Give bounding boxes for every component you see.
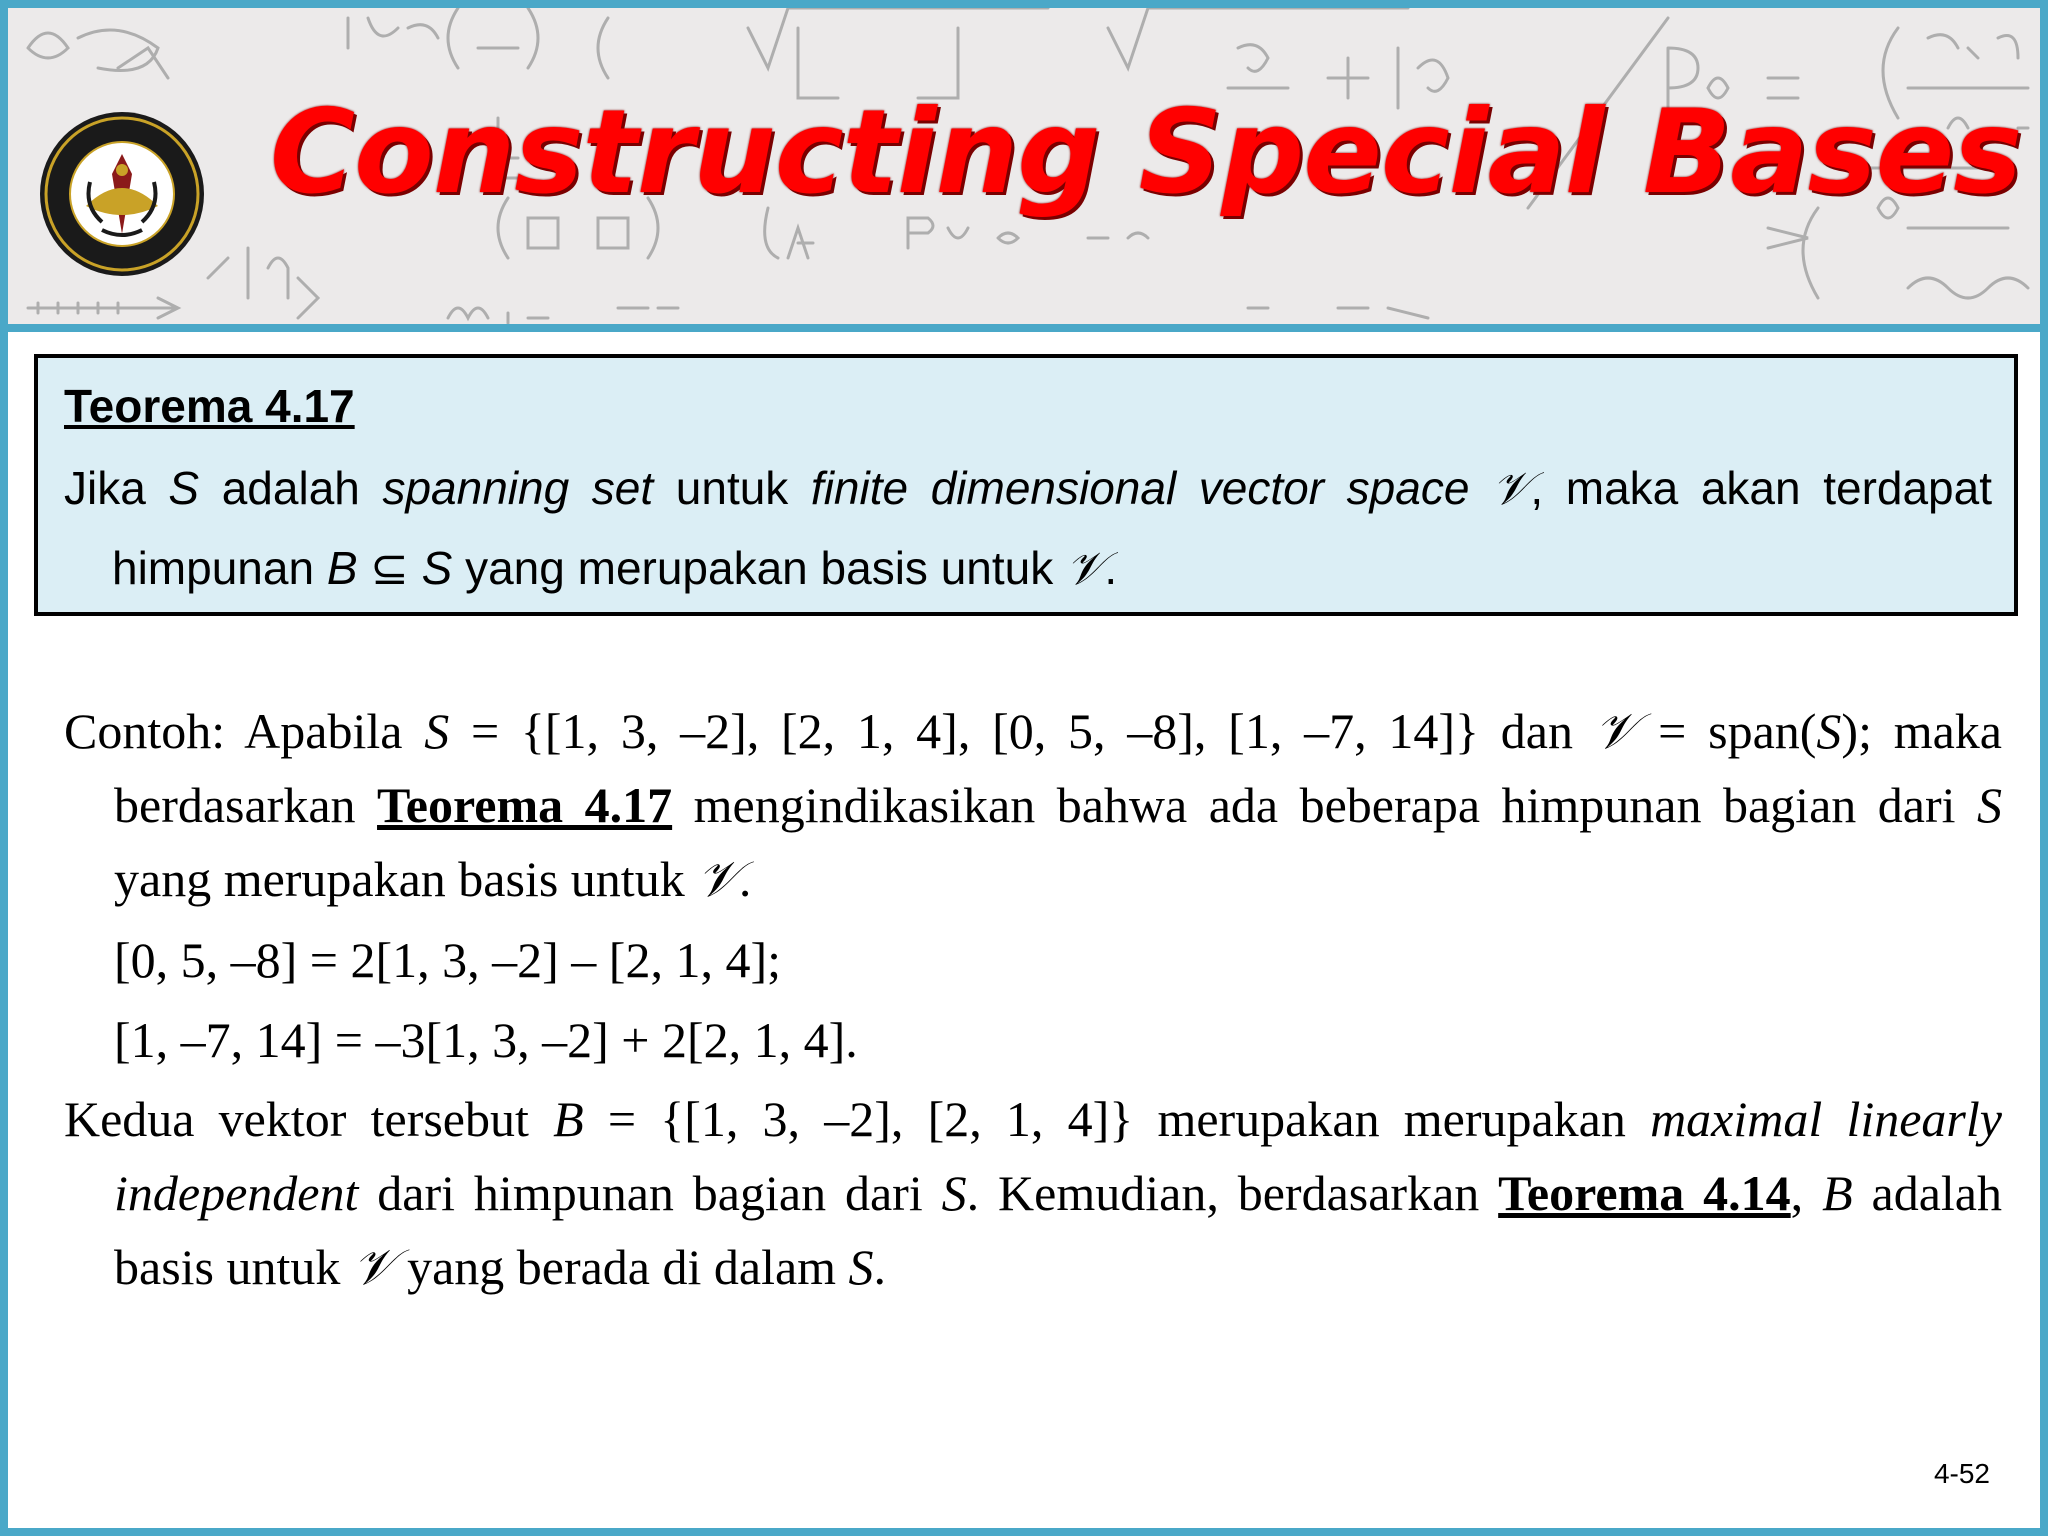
theorem-reference-4-17: Teorema 4.17: [377, 777, 673, 833]
text: mengindikasikan bahwa ada beberapa himpunan bagian dari: [672, 777, 1977, 833]
text: adalah: [199, 462, 383, 514]
text: adalah basis untuk: [114, 1165, 2002, 1295]
set-s: S: [168, 462, 200, 514]
set-b: B: [553, 1091, 584, 1147]
text: ,: [1790, 1165, 1823, 1221]
page-number: 4-52: [1933, 1458, 1990, 1489]
term-spanning-set: spanning set: [382, 462, 654, 514]
term-finite-dimensional-vector-space: finite dimensional vector space: [810, 462, 1470, 514]
equation-line: [0, 5, –8] = 2[1, 3, –2] – [2, 1, 4];: [114, 932, 781, 988]
equation-line: [1, –7, 14] = –3[1, 3, –2] + 2[2, 1, 4].: [114, 1012, 858, 1068]
set-s: S: [848, 1239, 874, 1295]
text: .: [738, 851, 752, 907]
theorem-title: Teorema 4.17: [64, 380, 355, 432]
text: = span(: [1636, 703, 1817, 759]
term-maximal-linearly-independent: maximal linearly independent: [114, 1091, 2002, 1221]
set-b: B: [1822, 1165, 1853, 1221]
theorem-box: [34, 354, 2018, 616]
text: Contoh: Apabila: [64, 703, 425, 759]
text: .: [1104, 542, 1118, 594]
slide-title: Constructing Special Bases: [270, 85, 2022, 220]
vector-space-v-symbol: 𝒱: [1594, 702, 1637, 760]
conclusion-paragraph: [64, 1082, 2002, 1304]
text: , maka akan terdapat himpunan: [112, 462, 1992, 594]
text: [1469, 462, 1492, 514]
set-s: S: [1977, 777, 2002, 833]
text: untuk: [653, 462, 811, 514]
set-b: B: [326, 542, 358, 594]
main-content: [64, 694, 2002, 1310]
header-banner: [8, 8, 2040, 332]
vector-space-v-symbol: 𝒱: [1492, 461, 1531, 515]
vector-space-v-symbol: 𝒱: [697, 850, 739, 908]
vector-space-v-symbol: 𝒱: [352, 1238, 395, 1296]
text: Kedua vektor tersebut: [64, 1091, 554, 1147]
set-s: S: [421, 542, 453, 594]
theorem-reference-4-14: Teorema 4.14: [1498, 1165, 1791, 1221]
set-s: S: [1816, 703, 1842, 759]
text: = {[1, 3, –2], [2, 1, 4], [0, 5, –8], [1, –7, 14]} dan: [449, 703, 1595, 759]
set-s: S: [424, 703, 450, 759]
university-seal-icon: [38, 110, 206, 278]
text: dari himpunan bagian dari: [358, 1165, 942, 1221]
text: yang berada di dalam: [394, 1239, 849, 1295]
subset-symbol: ⊆: [357, 542, 422, 594]
theorem-statement: [64, 448, 1992, 608]
text: ); maka berdasarkan: [114, 703, 2003, 833]
text: Jika: [64, 462, 169, 514]
text: yang merupakan basis untuk: [114, 851, 698, 907]
text: . Kemudian, berdasarkan: [966, 1165, 1499, 1221]
set-s: S: [941, 1165, 967, 1221]
text: = {[1, 3, –2], [2, 1, 4]} merupakan merupakan: [583, 1091, 1651, 1147]
vector-space-v-symbol: 𝒱: [1066, 541, 1105, 595]
example-paragraph: [64, 694, 2002, 916]
text: .: [873, 1239, 887, 1295]
text: yang merupakan basis untuk: [452, 542, 1067, 594]
